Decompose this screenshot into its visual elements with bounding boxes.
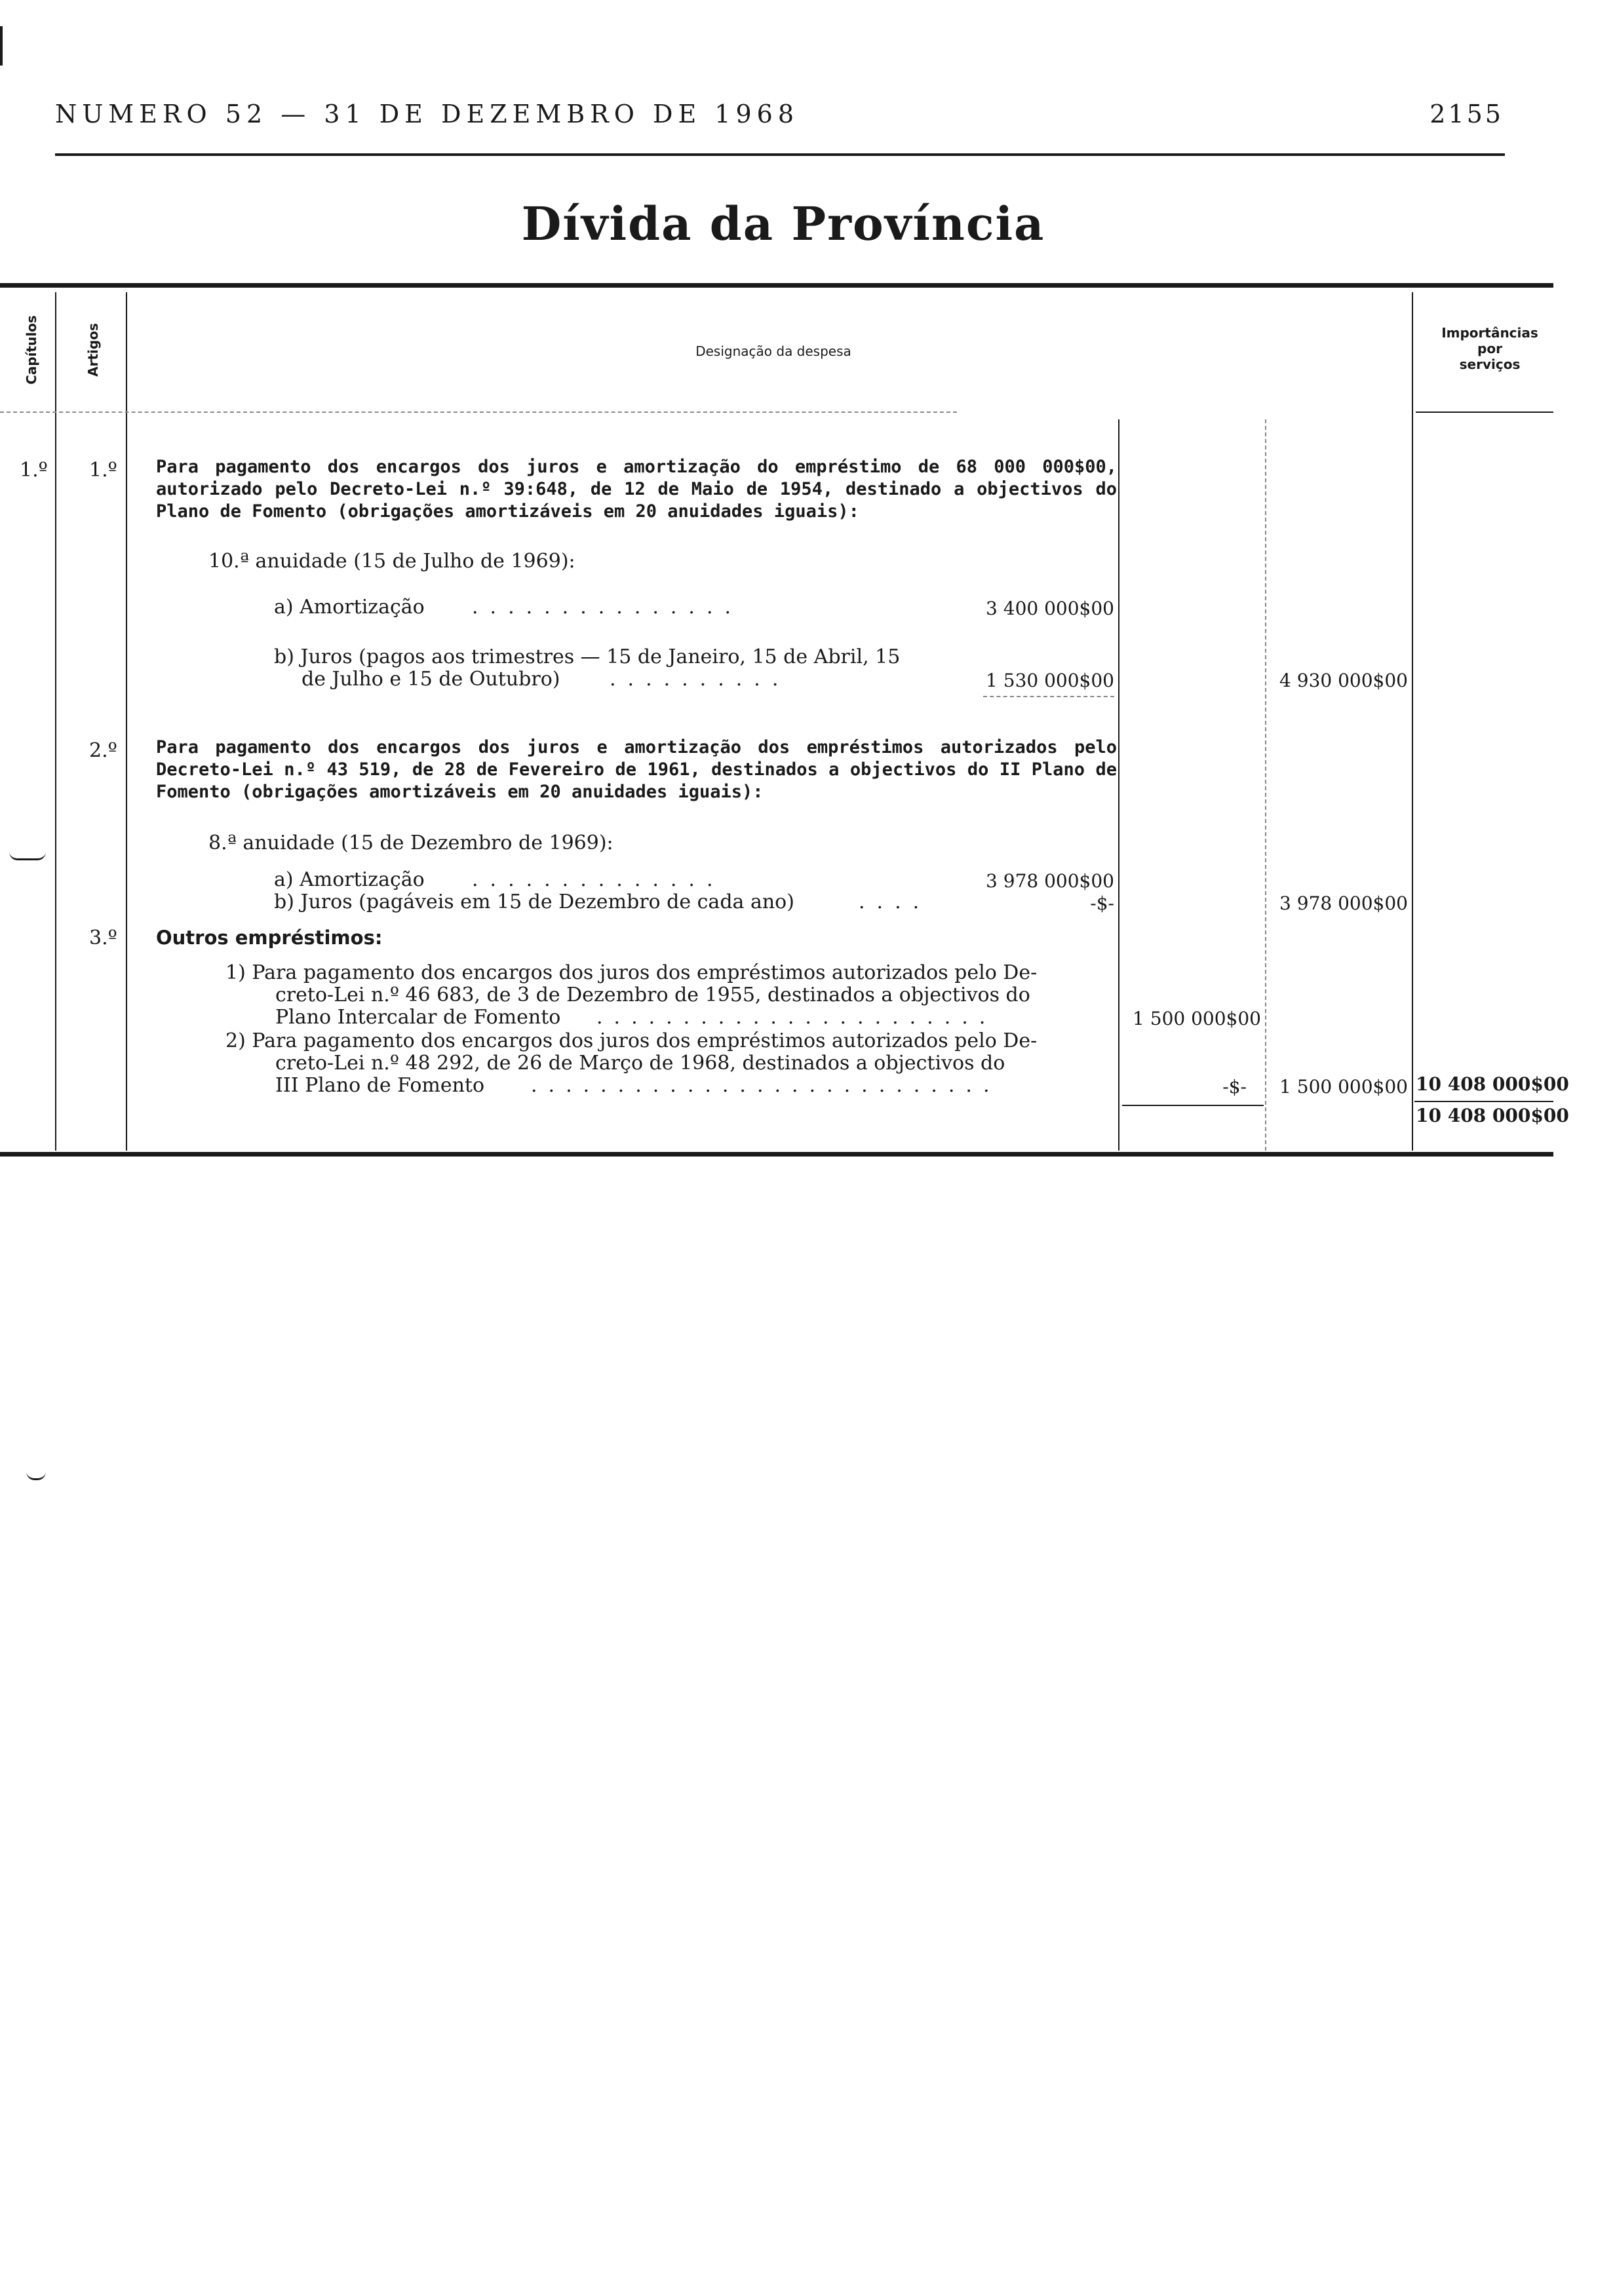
artigo-1-total: 4 930 000$00: [1279, 670, 1408, 691]
artigo-1-a-amount: 3 400 000$00: [986, 598, 1114, 619]
artigo-2-a-leader: ..............: [472, 868, 725, 891]
artigo-1-b-line1: b) Juros (pagos aos trimestres — 15 de Janeiro, 15 de Abril, 15: [274, 645, 901, 668]
capitulo-number: 1.º: [20, 459, 48, 482]
col-divider-subtotals: [1265, 419, 1266, 1151]
artigo-3-item2-leader: ...........................: [531, 1074, 1001, 1097]
page-title: Dívida da Província: [521, 197, 1045, 251]
col-divider-artigos: [126, 292, 127, 1151]
header-rule-importancias: [1416, 411, 1553, 413]
table-top-rule: [0, 283, 1553, 288]
artigo-2-number: 2.º: [89, 739, 117, 762]
col-header-capitulos: Capítulos: [24, 315, 39, 385]
scan-curve-mark: [9, 852, 46, 860]
artigo-3-item1-leader: .......................: [596, 1006, 997, 1029]
header-dashed-rule: [0, 411, 957, 413]
artigo-1-b-leader: ..........: [610, 668, 790, 691]
artigo-2-total: 3 978 000$00: [1279, 892, 1408, 914]
artigo-2-b-label: b) Juros (pagáveis em 15 de Dezembro de cada ano): [274, 890, 794, 913]
page-number: 2155: [1430, 100, 1504, 128]
artigo-3-item2-line3: III Plano de Fomento: [275, 1074, 485, 1097]
col-header-designacao: Designação da despesa: [695, 343, 851, 359]
artigo-1-number: 1.º: [89, 459, 117, 482]
artigo-3-item2-line2: creto-Lei n.º 48 292, de 26 de Março de 1968, destinados a objectivos do: [275, 1052, 1005, 1075]
artigo-3-item2-amount: -$-: [1222, 1076, 1247, 1098]
table-bottom-rule: [0, 1152, 1553, 1157]
artigo-1-b-line2: de Julho e 15 de Outubro): [302, 668, 560, 691]
artigo-1-b-amount: 1 530 000$00: [986, 670, 1114, 691]
artigo-3-item1-line1: 1) Para pagamento dos encargos dos juros dos empréstimos autorizados pelo De-: [225, 961, 1038, 984]
artigo-3-item1-line2: creto-Lei n.º 46 683, de 3 de Dezembro de 1955, destinados a objectivos do: [275, 984, 1030, 1006]
importancias-line-1: Importâncias: [1441, 325, 1538, 341]
total-rule: [1414, 1101, 1553, 1102]
importancias-line-3: serviços: [1459, 356, 1521, 372]
importancias-line-2: por: [1477, 341, 1502, 356]
artigo-3-item2-line1: 2) Para pagamento dos encargos dos juros dos empréstimos autorizados pelo De-: [225, 1029, 1038, 1052]
artigo-2-text: Para pagamento dos encargos dos juros e amortização dos empréstimos autorizados pelo Decreto-Lei n.º 43 519, de 28 de Fevereiro de 1961, destinados a objectivos do II Plano de Fomento (obrigações amortizáveis em 20 anuidades iguais):: [156, 737, 1117, 802]
artigo-3-number: 3.º: [89, 927, 117, 949]
artigo-1-anuidade: 10.ª anuidade (15 de Julho de 1969):: [208, 550, 575, 573]
artigo-1-subtotal-rule: [983, 696, 1114, 697]
artigo-1-a-leader: ...............: [472, 596, 743, 619]
header-rule: [55, 153, 1505, 156]
artigo-1-a-label: a) Amortização: [274, 596, 425, 619]
col-header-importancias: [1414, 325, 1565, 372]
artigo-2-a-amount: 3 978 000$00: [986, 870, 1114, 892]
scan-edge-mark: [0, 26, 3, 66]
artigo-3-heading: Outros empréstimos:: [156, 927, 383, 949]
col-divider-amounts: [1118, 419, 1119, 1151]
scan-curve-mark-2: [26, 1472, 46, 1480]
artigo-2-anuidade: 8.ª anuidade (15 de Dezembro de 1969):: [208, 832, 613, 854]
col-divider-importancias: [1412, 292, 1413, 1151]
chapter-total: 10 408 000$00: [1416, 1073, 1569, 1095]
col-header-artigos: Artigos: [85, 323, 101, 377]
artigo-2-b-leader: ....: [859, 890, 931, 913]
artigo-3-total: 1 500 000$00: [1279, 1076, 1408, 1098]
artigo-2-b-amount: -$-: [1090, 892, 1114, 914]
artigo-3-item1-line3: Plano Intercalar de Fomento: [275, 1006, 561, 1029]
page-header-left: NUMERO 52 — 31 DE DEZEMBRO DE 1968: [55, 100, 800, 128]
artigo-2-a-label: a) Amortização: [274, 868, 425, 891]
artigo-3-item1-amount: 1 500 000$00: [1133, 1008, 1261, 1029]
artigo-1-text: Para pagamento dos encargos dos juros e amortização do empréstimo de 68 000 000$00, autorizado pelo Decreto-Lei n.º 39:648, de 12 de Maio de 1954, destinado a objectivos do Plano de Fomento (obrigações amortizáveis em 20 anuidades iguais):: [156, 457, 1117, 522]
artigo-3-item2-rule: [1122, 1105, 1264, 1106]
grand-total: 10 408 000$00: [1416, 1105, 1569, 1126]
col-divider-capitulos: [55, 292, 56, 1151]
